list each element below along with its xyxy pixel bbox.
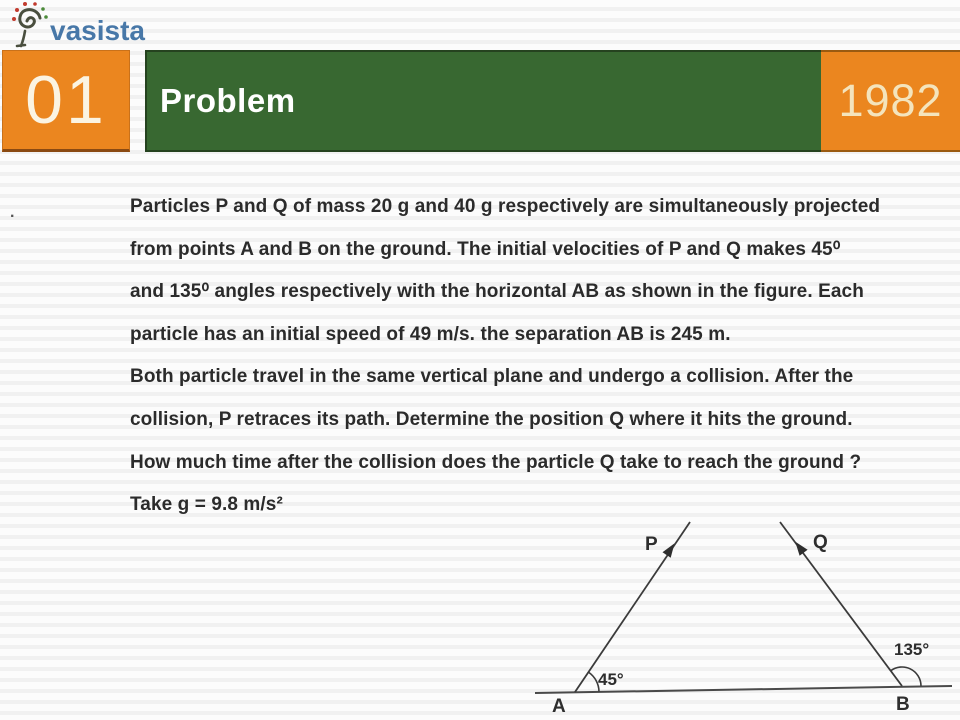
stray-scan-mark: . (10, 204, 15, 221)
label-b: B (896, 694, 910, 715)
label-angle-b: 135° (894, 640, 930, 659)
arrowhead-p (663, 543, 675, 557)
problem-line: Both particle travel in the same vertical plane and undergo a collision. After the (130, 366, 854, 388)
label-angle-a: 45° (598, 670, 624, 689)
header-title: Problem (160, 82, 296, 119)
problem-number-box (2, 50, 130, 152)
header-title-bar (145, 50, 821, 152)
label-p: P (645, 534, 658, 555)
problem-line: How much time after the collision does the particle Q take to reach the ground ? (130, 451, 862, 473)
problem-line: from points A and B on the ground. The initial velocities of P and Q makes 45⁰ (130, 238, 841, 260)
problem-number: 01 (25, 62, 107, 138)
problem-line: and 135⁰ angles respectively with the horizontal AB as shown in the figure. Each (130, 281, 864, 303)
problem-line: particle has an initial speed of 49 m/s. the separation AB is 245 m. (130, 323, 731, 345)
problem-line: collision, P retraces its path. Determine the position Q where it hits the ground. (130, 408, 853, 430)
vasista-logo (10, 2, 145, 48)
spark-person-icon (10, 2, 48, 48)
arrowhead-q (795, 542, 807, 556)
label-q: Q (813, 532, 828, 553)
problem-line: Particles P and Q of mass 20 g and 40 g respectively are simultaneously projected (130, 196, 881, 217)
year-band (821, 50, 960, 152)
label-a: A (552, 696, 566, 717)
problem-statement (130, 186, 930, 527)
year-label: 1982 (838, 75, 943, 126)
brand-name: vasista (50, 15, 145, 46)
problem-line: Take g = 9.8 m/s² (130, 494, 283, 516)
projectile-diagram (530, 500, 960, 720)
